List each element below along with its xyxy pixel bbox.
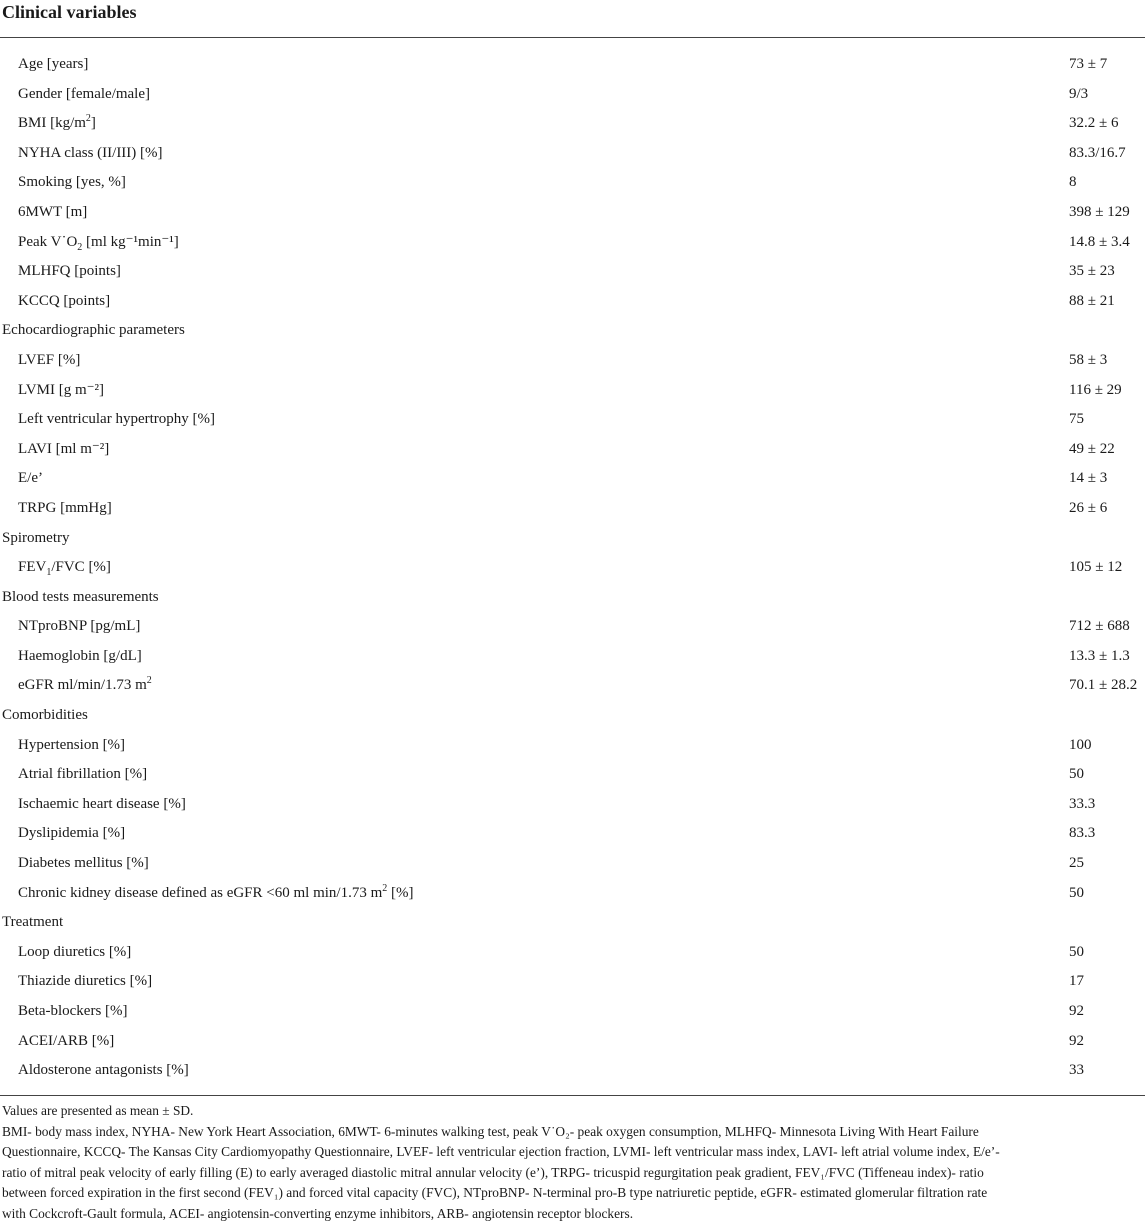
row-value: 398 ± 129 [1069,203,1130,220]
row-label-text: Spirometry [2,529,70,546]
row-label-text: Beta-blockers [%] [18,1003,128,1019]
row-label [18,760,147,790]
row-value: 35 ± 23 [1069,263,1115,280]
label-superscript: 2 [146,675,152,687]
row-label [18,198,87,228]
table-row [0,168,1145,198]
table-row [0,819,1145,849]
row-value: 712 ± 688 [1069,618,1130,635]
table-row [0,494,1145,524]
table-row [0,346,1145,376]
row-label-text: Diabetes mellitus [%] [18,855,149,872]
footnote-line: Questionnaire, KCCQ- The Kansas City Cardiomyopathy Questionnaire, LVEF- left ventricular ejection fraction, LVMI- left ventricular mass index, LAVI- left atrial volume index, E/e’- [2,1144,1000,1160]
row-label-text: BMI [kg/m [18,115,86,132]
footnote-line: BMI- body mass index, NYHA- New York Heart Association, 6MWT- 6-minutes walking test, peak V˙O₂- peak oxygen consumption, MLHFQ- Minnesota Living With Heart Failure [2,1123,979,1139]
row-label-text: Peak V˙O [18,233,78,250]
row-label-text: TRPG [mmHg] [18,499,112,516]
row-value: 70.1 ± 28.2 [1069,677,1138,694]
row-value: 13.3 ± 1.3 [1069,647,1130,664]
section-label [2,524,70,554]
table-row [0,80,1145,110]
row-label-text: ACEI/ARB [%] [18,1032,115,1049]
table-row [0,287,1145,317]
section-label [2,701,88,731]
row-label [18,168,126,198]
table-row [0,642,1145,672]
table-row [0,228,1145,258]
table-footnotes [2,1101,1145,1225]
row-value: 73 ± 7 [1069,56,1108,72]
row-label-text: LVMI [g m⁻²] [18,381,105,398]
row-label [18,257,121,287]
row-value: 50 [1069,943,1084,960]
row-label [18,80,150,110]
row-label-text: Chronic kidney disease defined as eGFR <60 ml min/1.73 m [18,884,383,901]
section-header-row [0,316,1145,346]
row-label-text: Thiazide diuretics [%] [18,973,153,990]
row-label [18,849,149,879]
row-label [18,612,140,642]
row-label [18,376,104,406]
row-value: 26 ± 6 [1069,499,1108,516]
row-label [18,494,112,524]
table-row [0,376,1145,406]
row-value: 92 [1069,1032,1084,1049]
row-value: 32.2 ± 6 [1069,115,1119,132]
row-label-text: Gender [female/male] [18,85,151,102]
row-label [18,642,142,672]
label-subscript: 1 [46,567,52,579]
row-value: 83.3 [1069,825,1096,842]
row-label-text: Haemoglobin [g/dL] [18,647,142,664]
row-label [18,50,88,80]
table-row [0,879,1145,909]
section-label [2,908,63,938]
row-label-text: MLHFQ [points] [18,263,121,280]
table-row [0,938,1145,968]
table-row [0,612,1145,642]
table-row [0,139,1145,169]
row-value: 25 [1069,855,1084,872]
row-label [18,464,43,494]
table-row [0,257,1145,287]
row-value: 116 ± 29 [1069,381,1122,398]
row-value: 33 [1069,1062,1084,1079]
row-label [18,553,111,583]
row-label [18,109,96,139]
table-body [0,50,1145,1086]
row-value: 50 [1069,766,1084,783]
row-label-text: Loop diuretics [%] [18,943,132,960]
row-value: 50 [1069,884,1084,901]
row-label-text: LAVI [ml m⁻²] [18,440,110,457]
row-label [18,1027,114,1057]
row-label [18,790,186,820]
row-label-text: Left ventricular hypertrophy [%] [18,411,215,428]
row-label-text: eGFR ml/min/1.73 m [18,677,147,694]
row-label [18,997,128,1027]
section-header-row [0,524,1145,554]
row-label [18,405,215,435]
row-label-text: Hypertension [%] [18,736,126,753]
row-label-text: 6MWT [m] [18,203,88,220]
row-value: 33.3 [1069,795,1096,812]
table-row [0,405,1145,435]
row-label-text: LVEF [%] [18,351,81,368]
row-label-text: KCCQ [points] [18,292,111,309]
row-value: 14.8 ± 3.4 [1069,233,1130,250]
row-value: 58 ± 3 [1069,351,1108,368]
row-value: 100 [1069,736,1092,753]
row-label [18,731,125,761]
row-label-text: Dyslipidemia [%] [18,825,126,842]
row-label-text: Echocardiographic parameters [2,322,185,339]
row-label-text: Blood tests measurements [2,588,159,605]
row-label-text: Aldosterone antagonists [%] [18,1062,189,1079]
table-row [0,790,1145,820]
row-value: 14 ± 3 [1069,470,1108,487]
row-label-text: NYHA class (II/III) [%] [18,144,163,161]
label-superscript: 2 [85,113,91,125]
row-label-text: Atrial fibrillation [%] [18,766,148,783]
row-value: 105 ± 12 [1069,559,1123,576]
table-row [0,50,1145,80]
row-value: 88 ± 21 [1069,292,1115,309]
table-row [0,1027,1145,1057]
row-label [18,938,131,968]
row-label-text: NTproBNP [pg/mL] [18,618,141,635]
row-label-suffix: /FVC [%] [51,559,111,576]
top-rule [0,37,1145,38]
row-label [18,287,110,317]
row-value: 17 [1069,973,1084,990]
table-row [0,849,1145,879]
section-header-row [0,583,1145,613]
row-label [18,139,163,169]
row-value: 49 ± 22 [1069,440,1115,457]
table-row [0,967,1145,997]
table-row [0,760,1145,790]
section-label [2,316,185,346]
row-label [18,346,80,376]
table-row [0,1056,1145,1086]
row-label-suffix: ] [90,115,96,132]
row-label-suffix: [ml kg⁻¹min⁻¹] [82,233,179,250]
table-row [0,553,1145,583]
row-value: 75 [1069,411,1084,428]
table-row [0,464,1145,494]
row-label [18,228,179,258]
section-header-row [0,701,1145,731]
row-label-text: Treatment [2,914,64,931]
row-label-suffix: [%] [387,884,414,901]
row-label [18,1056,189,1086]
bottom-rule [0,1095,1145,1096]
footnote-line: between forced expiration in the first second (FEV₁) and forced vital capacity (FVC), NTproBNP- N-terminal pro-B type natriuretic peptide, eGFR- estimated glomerular filtration rate [2,1185,988,1201]
table-title: Clinical variables [2,2,137,22]
row-label [18,435,109,465]
row-label-text: E/e’ [18,470,43,487]
section-label [2,583,159,613]
table-row [0,198,1145,228]
section-header-row [0,908,1145,938]
row-value: 92 [1069,1003,1084,1019]
row-value: 8 [1069,174,1077,191]
footnote-line: Values are presented as mean ± SD. [2,1103,194,1118]
footnote-line: ratio of mitral peak velocity of early filling (E) to early averaged diastolic mitral annular velocity (e’), TRPG- tricuspid regurgitation peak gradient, FEV₁/FVC (Tiffeneau index)- ratio [2,1164,984,1180]
row-label-text: Comorbidities [2,707,88,724]
row-label [18,879,414,909]
row-label [18,671,152,701]
table-row [0,671,1145,701]
footnote-line: with Cockcroft-Gault formula, ACEI- angiotensin-converting enzyme inhibitors, ARB- angiotensin receptor blockers. [2,1205,634,1221]
row-value: 83.3/16.7 [1069,144,1126,161]
row-label-text: Age [years] [18,56,89,72]
label-subscript: 2 [77,241,83,253]
row-value: 9/3 [1069,85,1089,102]
row-label-text: FEV [18,559,47,576]
table-row [0,109,1145,139]
label-superscript: 2 [382,882,388,894]
row-label-text: Ischaemic heart disease [%] [18,795,186,812]
row-label [18,819,125,849]
row-label [18,967,152,997]
table-row [0,731,1145,761]
table-row [0,435,1145,465]
row-label-text: Smoking [yes, %] [18,174,126,191]
table-row [0,997,1145,1027]
